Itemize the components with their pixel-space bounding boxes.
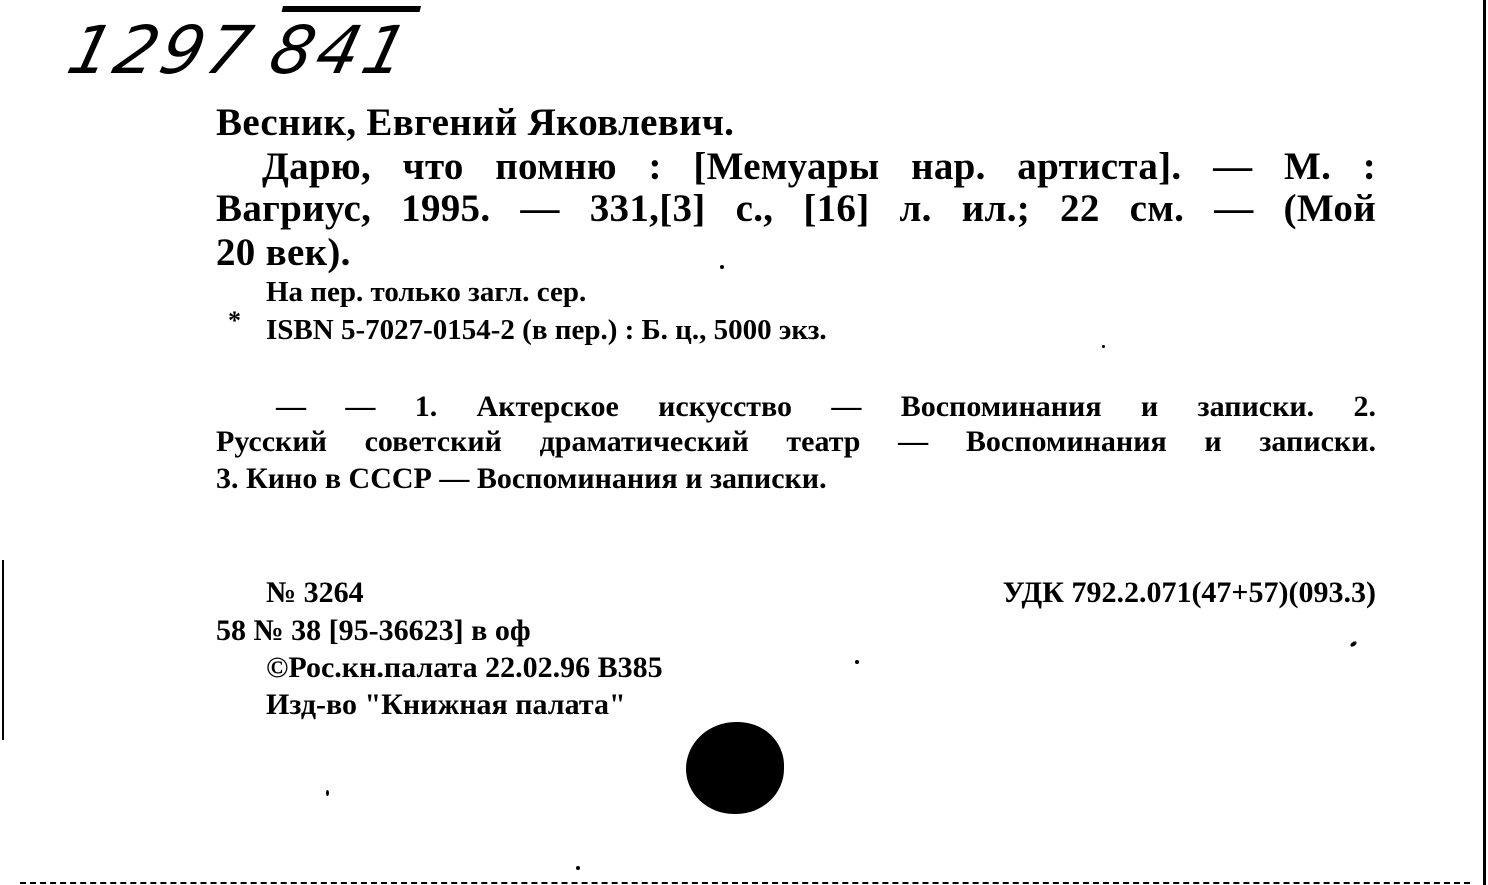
handwritten-superscript: 841	[262, 12, 420, 89]
subjects-line-1: — — 1. Актерское искусство — Воспоминания и записки. 2.	[276, 390, 1376, 423]
title-line-1: Дарю, что помню : [Мемуары нар. артиста]. — М. :	[262, 145, 1376, 188]
speck	[1102, 345, 1105, 348]
series-note: На пер. только загл. сер.	[266, 276, 587, 308]
handwritten-main-number: 1297	[60, 12, 264, 89]
card-number: № 3264	[266, 576, 364, 609]
publisher-line: Изд-во "Книжная палата"	[266, 688, 626, 721]
author-heading: Весник, Евгений Яковлевич.	[216, 101, 735, 144]
isbn-line: ISBN 5-7027-0154-2 (в пер.) : Б. ц., 5000 экз.	[266, 314, 827, 346]
card-edge-right	[1483, 0, 1486, 885]
title-line-3: 20 век).	[216, 231, 351, 274]
card-edge-bottom	[20, 882, 1470, 884]
title-line-2: Вагриус, 1995. — 331,[3] с., [16] л. ил.; 22 см. — (Мой	[216, 187, 1376, 230]
card-edge-left	[2, 560, 4, 740]
ink-blot	[686, 722, 784, 814]
speck	[576, 866, 580, 870]
handwritten-number	[60, 12, 419, 89]
copyright-line: ©Рос.кн.палата 22.02.96 В385	[266, 651, 663, 684]
subjects-line-2: Русский советский драматический театр — Воспоминания и записки.	[216, 425, 1376, 458]
udk-code: УДК 792.2.071(47+57)(093.3)	[1002, 576, 1376, 609]
isbn-mark: *	[228, 306, 241, 335]
speck	[1349, 640, 1357, 647]
speck	[326, 790, 329, 796]
speck	[720, 265, 724, 269]
registration-line: 58 № 38 [95-36623] в оф	[216, 614, 531, 647]
speck	[855, 660, 859, 664]
subjects-line-3: 3. Кино в СССР — Воспоминания и записки.	[216, 462, 827, 495]
